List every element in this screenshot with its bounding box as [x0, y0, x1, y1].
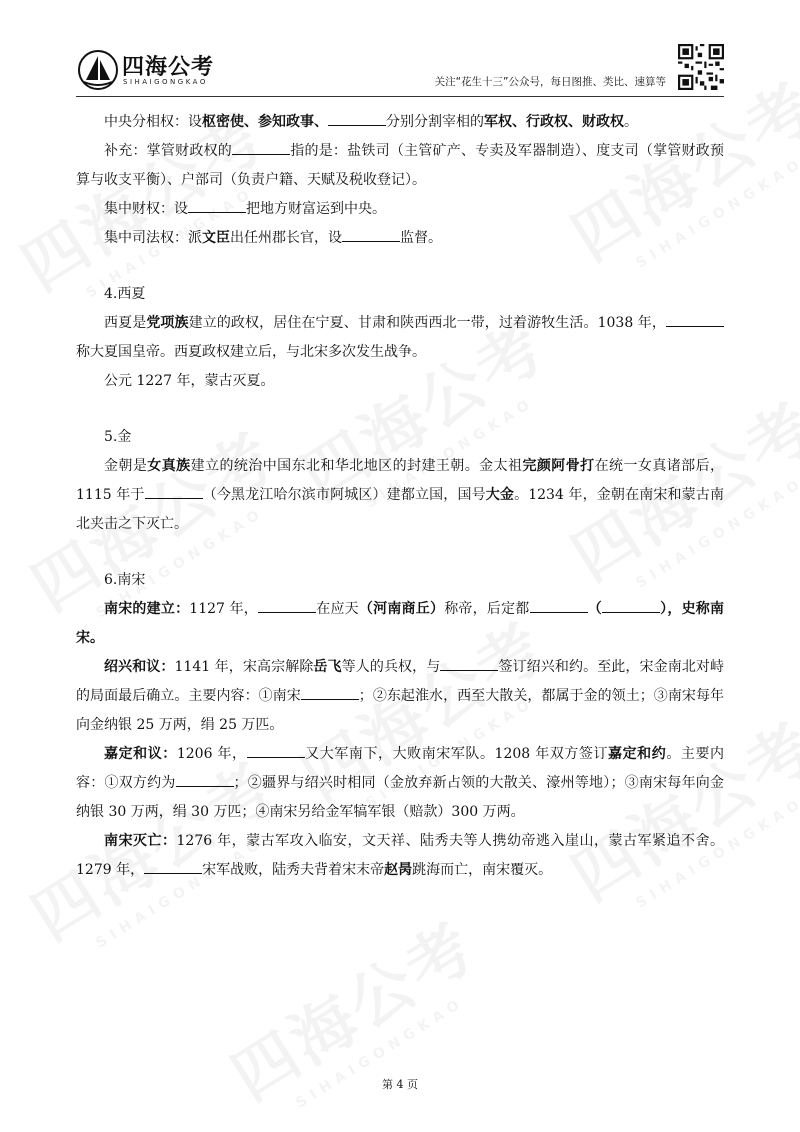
paragraph-shaoxing-treaty: 绍兴和议：1141 年，宋高宗解除岳飞等人的兵权，与 签订绍兴和约。至此，宋金南北对峙的局面最后确立。主要内容：①南宋 ；②东起淮水，西至大散关，都属于金的领土；③南宋每年向金纳银 25 万两，绢 25 万匹。 [76, 653, 724, 740]
logo [76, 48, 246, 92]
fill-blank[interactable] [232, 139, 290, 155]
fill-blank[interactable] [602, 597, 660, 613]
paragraph-xixia-end: 公元 1227 年，蒙古灭夏。 [104, 373, 275, 389]
paragraph-judicial: 集中司法权：派文臣出任州郡长官，设 监督。 [76, 224, 724, 253]
brand-subtitle: SIHAIGONGKAO [123, 78, 208, 86]
fill-blank[interactable] [530, 597, 588, 613]
fill-blank[interactable] [188, 197, 246, 213]
fill-blank[interactable] [145, 483, 203, 499]
qr-code-icon[interactable] [678, 44, 724, 90]
section-title-xixia: 4.西夏 [104, 286, 146, 302]
fill-blank[interactable] [301, 684, 359, 700]
paragraph-jiading-treaty: 嘉定和议：1206 年， 又大军南下，大败南宋军队。1208 年双方签订嘉定和约。主要内容：①双方约为 ；②疆界与绍兴时相同（金放弃新占领的大散关、濠州等地）；③南宋每年向金纳银 30 万两，绢 30 万匹；④南宋另给金军犒军银（赔款）300 万两。 [76, 740, 724, 827]
paragraph-supplement: 补充：掌管财政权的 指的是：盐铁司（主管矿产、专卖及军器制造）、度支司（掌管财政预算与收支平衡）、户部司（负责户籍、天赋及税收登记）。 [76, 137, 724, 195]
page-header [76, 44, 724, 96]
header-divider [76, 96, 724, 97]
paragraph-finance: 集中财权：设 把地方财富运到中央。 [76, 195, 724, 224]
watermark [212, 896, 500, 1132]
paragraph-jin: 金朝是女真族建立的统治中国东北和华北地区的封建王朝。金太祖完颜阿骨打在统一女真诸部后，1115 年于 （今黑龙江哈尔滨市阿城区）建都立国，国号大金。1234 年，金朝在南宋和蒙古南北夹击之下灭亡。 [76, 458, 725, 532]
paragraph-nansong-fall: 南宋灭亡：1276 年，蒙古军攻入临安，文天祥、陆秀夫等人携幼帝逃入崖山，蒙古军紧追不舍。1279 年， 宋军战败，陆秀夫背着宋末帝赵昺跳海而亡，南宋覆灭。 [76, 833, 725, 878]
paragraph-xixia: 西夏是党项族建立的政权，居住在宁夏、甘肃和陕西西北一带，过着游牧生活。1038 年，称大夏国皇帝。西夏政权建立后，与北宋多次发生战争。 [76, 309, 724, 367]
paragraph-nansong-founding: 南宋的建立：1127 年， 在应天（河南商丘）称帝，后定都 （ ），史称南宋。 [76, 595, 724, 653]
fill-blank[interactable] [176, 771, 234, 787]
fill-blank[interactable] [247, 742, 305, 758]
section-title-nansong: 6.南宋 [104, 572, 146, 588]
sailboat-logo-icon [78, 50, 118, 90]
brand-name: 四海公考 [122, 55, 215, 80]
fill-blank[interactable] [342, 226, 400, 242]
fill-blank[interactable] [258, 597, 316, 613]
fill-blank[interactable] [328, 110, 386, 126]
fill-blank[interactable] [144, 858, 202, 874]
paragraph-central-power: 中央分相权：设枢密使、参知政事、 分别分割宰相的军权、行政权、财政权。 [76, 108, 724, 137]
document-body [76, 108, 724, 885]
page-number: 第 4 页 [382, 1078, 418, 1091]
section-title-jin: 5.金 [104, 429, 132, 445]
fill-blank[interactable] [666, 311, 724, 327]
fill-blank[interactable] [440, 655, 498, 671]
follow-notice: 关注“花生十三”公众号，每日图推、类比、速算等 [434, 76, 666, 88]
